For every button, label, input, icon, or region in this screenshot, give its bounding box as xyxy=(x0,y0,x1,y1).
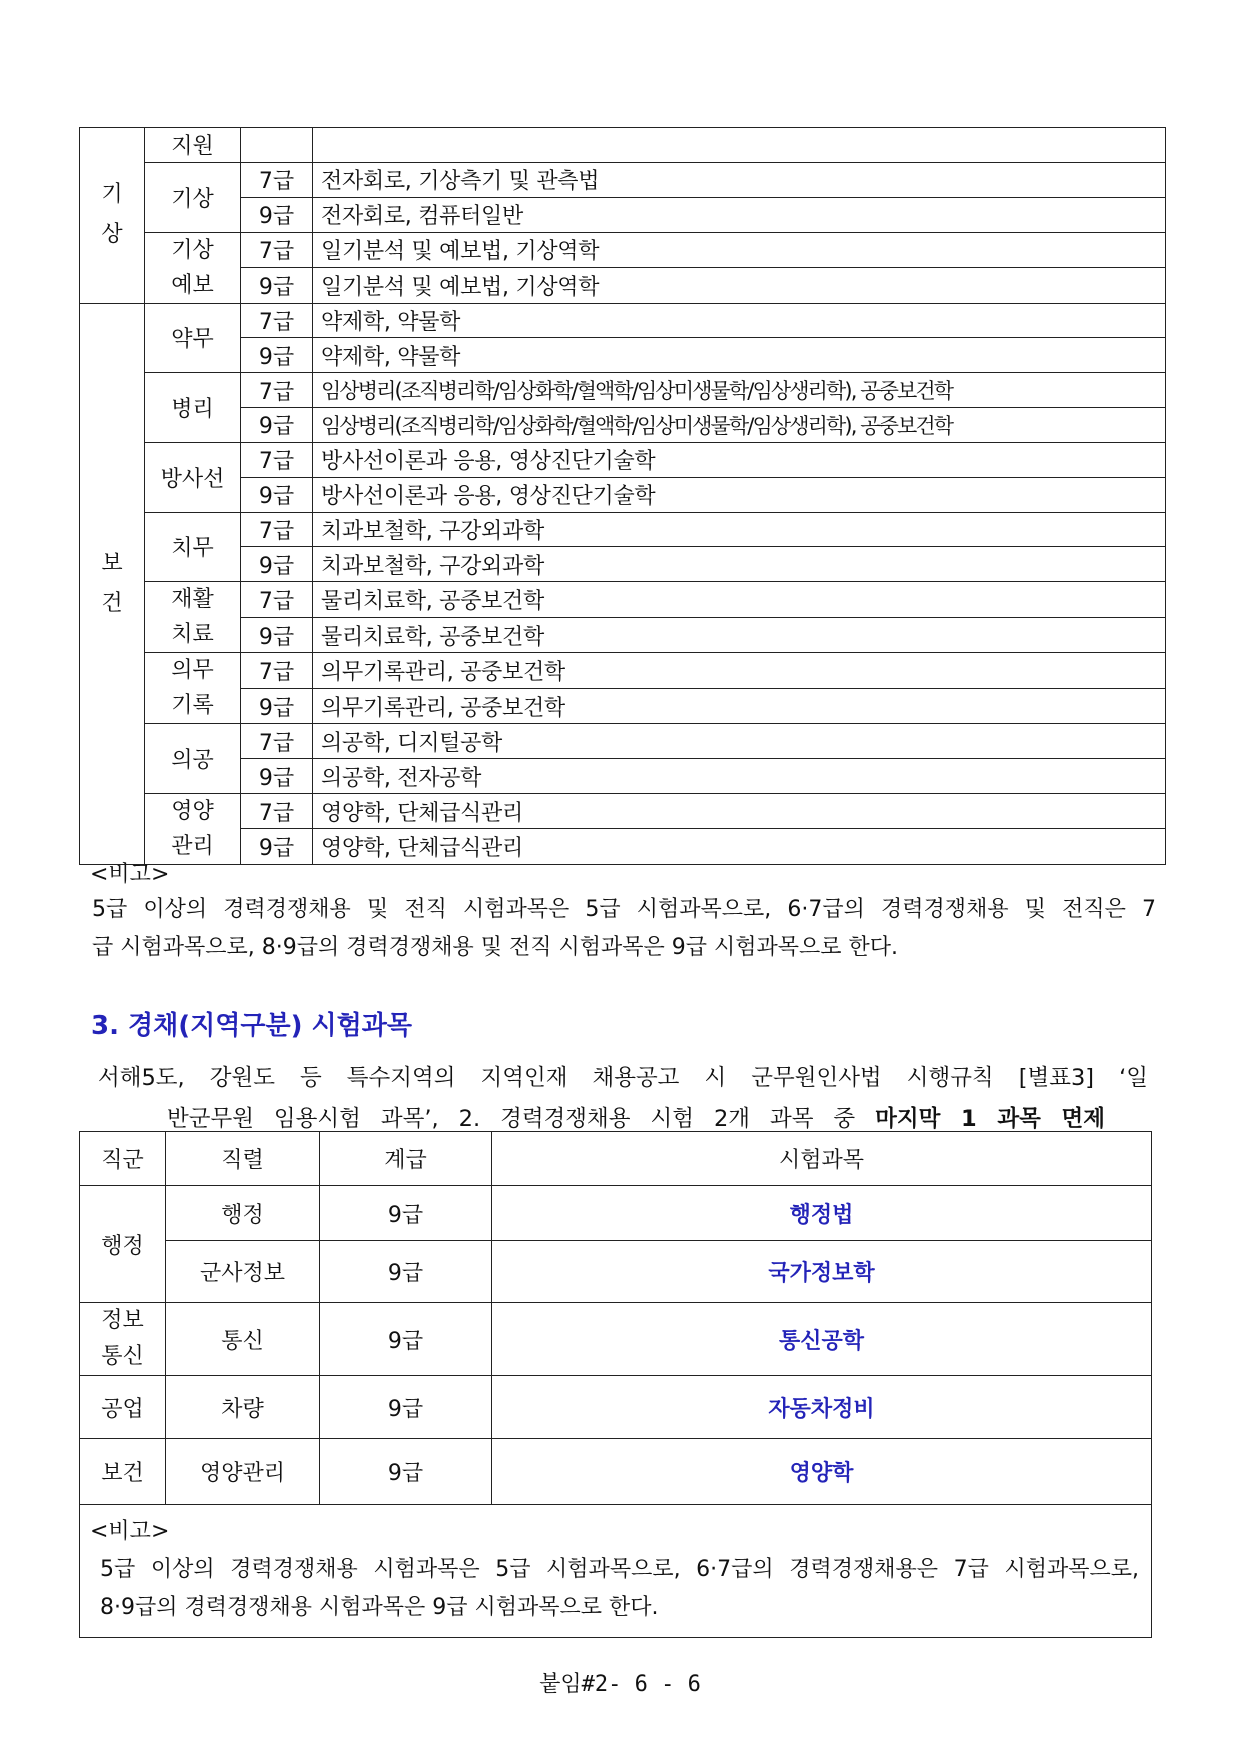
remark-text-line1: 5급 이상의 경력경쟁채용 시험과목은 5급 시험과목으로, 6·7급의 경력경쟁채용은 7급 시험과목으로, xyxy=(100,1557,1139,1582)
table-row xyxy=(80,759,1166,794)
table-row xyxy=(80,724,1166,759)
header-grade: 계급 xyxy=(320,1132,492,1186)
job-cell: 재활 치료 xyxy=(145,582,241,653)
subject-cell: 임상병리(조직병리학/임상화학/혈액학/임상미생물학/임상생리학), 공중보건학 xyxy=(313,373,1166,408)
subject-cell: 의무기록관리, 공중보건학 xyxy=(313,688,1166,724)
subject-cell: 의공학, 디지털공학 xyxy=(313,724,1166,759)
job-cell: 차량 xyxy=(166,1376,320,1439)
job-cell: 영양 관리 xyxy=(145,793,241,864)
table-row xyxy=(80,582,1166,618)
grade-cell: 7급 xyxy=(241,582,313,618)
table-header-row xyxy=(80,1132,1152,1186)
group-cell: 보건 xyxy=(80,1439,166,1505)
table-row xyxy=(80,408,1166,443)
table-row xyxy=(80,232,1166,268)
group-cell-bogeon: 보 건 xyxy=(80,303,145,864)
header-group: 직군 xyxy=(80,1132,166,1186)
table-row xyxy=(80,617,1166,653)
grade-cell: 9급 xyxy=(241,688,313,724)
table-row xyxy=(80,373,1166,408)
subject-cell: 국가정보학 xyxy=(492,1241,1152,1303)
group-cell-gisang: 기 상 xyxy=(80,128,145,304)
table-row xyxy=(80,829,1166,865)
grade-cell: 7급 xyxy=(241,442,313,477)
grade-cell: 9급 xyxy=(241,408,313,443)
grade-cell: 9급 xyxy=(241,759,313,794)
grade-cell: 7급 xyxy=(241,793,313,829)
subject-cell: 임상병리(조직병리학/임상화학/혈액학/임상미생물학/임상생리학), 공중보건학 xyxy=(313,408,1166,443)
exam-subject-table-regional xyxy=(79,1131,1152,1638)
remark-text-line2: 급 시험과목으로, 8·9급의 경력경쟁채용 및 전직 시험과목은 9급 시험과목으로 한다. xyxy=(92,935,898,960)
intro-emphasis: 마지막 1 과목 면제 xyxy=(875,1106,1105,1132)
grade-cell: 9급 xyxy=(241,268,313,304)
grade-cell: 9급 xyxy=(241,829,313,865)
grade-cell: 9급 xyxy=(320,1439,492,1505)
grade-cell: 9급 xyxy=(241,197,313,232)
subject-cell: 영양학, 단체급식관리 xyxy=(313,793,1166,829)
grade-cell: 9급 xyxy=(320,1303,492,1376)
table-row xyxy=(80,547,1166,582)
remark-text-line1: 5급 이상의 경력경쟁채용 및 전직 시험과목은 5급 시험과목으로, 6·7급의 경력경쟁채용 및 전직은 7 xyxy=(92,897,1156,922)
table-row xyxy=(80,442,1166,477)
subject-cell: 통신공학 xyxy=(492,1303,1152,1376)
job-cell: 영양관리 xyxy=(166,1439,320,1505)
subject-cell: 치과보철학, 구강외과학 xyxy=(313,512,1166,547)
grade-cell: 9급 xyxy=(320,1186,492,1241)
subject-cell: 영양학 xyxy=(492,1439,1152,1505)
table-row xyxy=(80,197,1166,232)
subject-cell: 전자회로, 기상측기 및 관측법 xyxy=(313,162,1166,197)
grade-cell: 7급 xyxy=(241,303,313,338)
grade-cell: 9급 xyxy=(241,338,313,373)
grade-cell: 9급 xyxy=(320,1241,492,1303)
grade-cell: 7급 xyxy=(241,512,313,547)
job-cell: 기상 예보 xyxy=(145,232,241,303)
table-row xyxy=(80,1376,1152,1439)
subject-cell: 약제학, 약물학 xyxy=(313,303,1166,338)
table-row xyxy=(80,128,1166,163)
subject-cell: 물리치료학, 공중보건학 xyxy=(313,582,1166,618)
exam-subject-table-top xyxy=(79,127,1166,865)
table-row xyxy=(80,303,1166,338)
job-cell: 통신 xyxy=(166,1303,320,1376)
job-cell: 치무 xyxy=(145,512,241,582)
grade-cell: 7급 xyxy=(241,724,313,759)
table-remark-row xyxy=(80,1505,1152,1638)
subject-cell: 치과보철학, 구강외과학 xyxy=(313,547,1166,582)
subject-cell xyxy=(313,128,1166,163)
job-cell: 방사선 xyxy=(145,442,241,512)
job-cell: 의무 기록 xyxy=(145,653,241,724)
table-row xyxy=(80,1439,1152,1505)
grade-cell: 7급 xyxy=(241,232,313,268)
table-row xyxy=(80,653,1166,689)
job-cell: 약무 xyxy=(145,303,241,373)
group-cell: 공업 xyxy=(80,1376,166,1439)
table-row xyxy=(80,688,1166,724)
subject-cell: 행정법 xyxy=(492,1186,1152,1241)
intro-text: 반군무원 임용시험 과목’, 2. 경력경쟁채용 시험 2개 과목 중 xyxy=(167,1106,876,1132)
remark-label: <비고> xyxy=(90,1519,170,1544)
group-cell: 행정 xyxy=(80,1186,166,1303)
table-row xyxy=(80,1241,1152,1303)
grade-cell: 9급 xyxy=(241,547,313,582)
job-cell: 기상 xyxy=(145,162,241,232)
group-cell: 정보 통신 xyxy=(80,1303,166,1376)
table-row xyxy=(80,793,1166,829)
subject-cell: 물리치료학, 공중보건학 xyxy=(313,617,1166,653)
table-row xyxy=(80,1303,1152,1376)
table-row xyxy=(80,512,1166,547)
subject-cell: 자동차정비 xyxy=(492,1376,1152,1439)
remark-cell xyxy=(80,1505,1152,1638)
table-row xyxy=(80,477,1166,512)
grade-cell: 9급 xyxy=(320,1376,492,1439)
job-cell: 군사정보 xyxy=(166,1241,320,1303)
subject-cell: 일기분석 및 예보법, 기상역학 xyxy=(313,268,1166,304)
subject-cell: 방사선이론과 응용, 영상진단기술학 xyxy=(313,442,1166,477)
subject-cell: 일기분석 및 예보법, 기상역학 xyxy=(313,232,1166,268)
table-row xyxy=(80,162,1166,197)
subject-cell: 의무기록관리, 공중보건학 xyxy=(313,653,1166,689)
grade-cell: 9급 xyxy=(241,477,313,512)
job-cell: 병리 xyxy=(145,373,241,443)
subject-cell: 방사선이론과 응용, 영상진단기술학 xyxy=(313,477,1166,512)
grade-cell: 7급 xyxy=(241,162,313,197)
subject-cell: 의공학, 전자공학 xyxy=(313,759,1166,794)
section-heading: 3. 경채(지역구분) 시험과목 xyxy=(91,1011,412,1041)
job-cell: 지원 xyxy=(145,128,241,163)
grade-cell xyxy=(241,128,313,163)
job-cell: 행정 xyxy=(166,1186,320,1241)
page-number: 붙임#2- 6 - 6 xyxy=(539,1672,701,1697)
header-job: 직렬 xyxy=(166,1132,320,1186)
job-cell: 의공 xyxy=(145,724,241,794)
header-subject: 시험과목 xyxy=(492,1132,1152,1186)
grade-cell: 9급 xyxy=(241,617,313,653)
table-row xyxy=(80,1186,1152,1241)
subject-cell: 영양학, 단체급식관리 xyxy=(313,829,1166,865)
grade-cell: 7급 xyxy=(241,653,313,689)
section-intro-line1: 서해5도, 강원도 등 특수지역의 지역인재 채용공고 시 군무원인사법 시행규칙 [별표3] ‘일 xyxy=(98,1065,1148,1091)
grade-cell: 7급 xyxy=(241,373,313,408)
table-row xyxy=(80,338,1166,373)
remark-text-line2: 8·9급의 경력경쟁채용 시험과목은 9급 시험과목으로 한다. xyxy=(100,1595,659,1620)
remark-label: <비고> xyxy=(90,862,170,887)
subject-cell: 약제학, 약물학 xyxy=(313,338,1166,373)
table-row xyxy=(80,268,1166,304)
subject-cell: 전자회로, 컴퓨터일반 xyxy=(313,197,1166,232)
